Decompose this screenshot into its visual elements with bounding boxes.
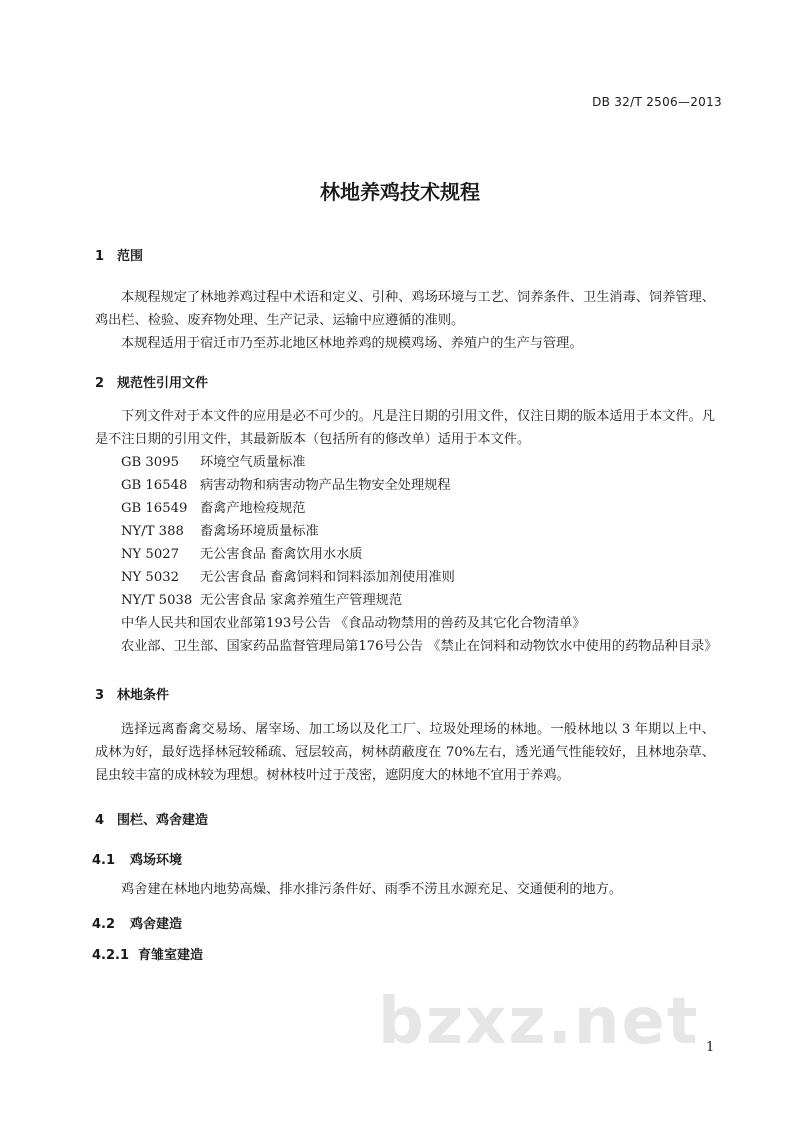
reference-item	[121, 497, 455, 520]
section-2-notices	[95, 612, 718, 658]
section-4-1-heading	[92, 849, 182, 868]
reference-item	[121, 543, 455, 566]
section-3-heading	[95, 684, 169, 703]
paragraph: 选择远离畜禽交易场、屠宰场、加工场以及化工厂、垃圾处理场的林地。一般林地以 3 年期以上中、成林为好，最好选择林冠较稀疏、冠层较高，树林荫蔽度在 70%左右，透光通气性能较好，且林地杂草、昆虫较丰富的成林较为理想。树林枝叶过于茂密，遮阴度大的林地不宜用于养鸡。	[95, 722, 715, 783]
section-title: 鸡场环境	[130, 853, 183, 868]
section-title: 规范性引用文件	[117, 376, 209, 391]
reference-name: 畜禽场环境质量标准	[200, 524, 319, 539]
section-title: 鸡舍建造	[130, 917, 183, 932]
watermark: bzxz.net	[378, 985, 700, 1059]
section-number: 4.1	[92, 853, 116, 868]
reference-name: 无公害食品 家禽养殖生产管理规范	[200, 593, 403, 608]
reference-code: NY/T 388	[121, 524, 184, 539]
section-title: 育雏室建造	[138, 948, 204, 963]
section-number: 4	[95, 813, 105, 828]
reference-list	[121, 451, 455, 612]
notice-176: 农业部、卫生部、国家药品监督管理局第176号公告 《禁止在饲料和动物饮水中使用的药物品种目录》	[121, 639, 718, 654]
reference-name: 环境空气质量标准	[200, 455, 306, 470]
section-title: 林地条件	[117, 688, 170, 703]
document-code: DB 32/T 2506—2013	[592, 95, 722, 109]
reference-item	[121, 520, 455, 543]
reference-code: NY/T 5038	[121, 593, 193, 608]
section-2-heading	[95, 372, 208, 391]
page-number: 1	[706, 1040, 715, 1055]
section-number: 1	[95, 249, 105, 264]
reference-name: 无公害食品 畜禽饮用水水质	[200, 547, 363, 562]
section-number: 2	[95, 376, 105, 391]
reference-code: GB 16548	[121, 478, 188, 493]
notice-193: 中华人民共和国农业部第193号公告 《食品动物禁用的兽药及其它化合物清单》	[121, 616, 586, 631]
section-4-2-heading	[92, 913, 182, 932]
section-title: 围栏、鸡舍建造	[117, 813, 209, 828]
reference-item	[121, 474, 455, 497]
reference-name: 畜禽产地检疫规范	[200, 501, 306, 516]
section-3-body	[95, 718, 715, 787]
reference-item	[121, 566, 455, 589]
reference-name: 病害动物和病害动物产品生物安全处理规程	[200, 478, 451, 493]
reference-item	[121, 451, 455, 474]
section-4-2-1-heading	[92, 944, 203, 963]
section-4-1-body	[95, 878, 715, 901]
section-number: 4.2	[92, 917, 116, 932]
reference-code: GB 3095	[121, 455, 179, 470]
reference-code: GB 16549	[121, 501, 188, 516]
paragraph: 鸡舍建在林地内地势高燥、排水排污条件好、雨季不涝且水源充足、交通便利的地方。	[121, 882, 623, 897]
reference-name: 无公害食品 畜禽饲料和饲料添加剂使用准则	[200, 570, 455, 585]
document-title: 林地养鸡技术规程	[320, 180, 480, 204]
reference-item	[121, 589, 455, 612]
paragraph: 本规程适用于宿迁市乃至苏北地区林地养鸡的规模鸡场、养殖户的生产与管理。	[121, 336, 583, 351]
section-title: 范围	[117, 249, 144, 264]
section-4-heading	[95, 809, 208, 828]
reference-code: NY 5027	[121, 547, 179, 562]
section-1-body	[95, 286, 715, 355]
paragraph: 本规程规定了林地养鸡过程中术语和定义、引种、鸡场环境与工艺、饲养条件、卫生消毒、饲养管理、鸡出栏、检验、废弃物处理、生产记录、运输中应遵循的准则。	[95, 290, 715, 328]
section-2-intro	[95, 405, 715, 451]
section-number: 3	[95, 688, 105, 703]
section-1-heading	[95, 245, 143, 264]
reference-code: NY 5032	[121, 570, 179, 585]
paragraph: 下列文件对于本文件的应用是必不可少的。凡是注日期的引用文件，仅注日期的版本适用于本文件。凡是不注日期的引用文件，其最新版本（包括所有的修改单）适用于本文件。	[95, 409, 715, 447]
section-number: 4.2.1	[92, 948, 130, 963]
